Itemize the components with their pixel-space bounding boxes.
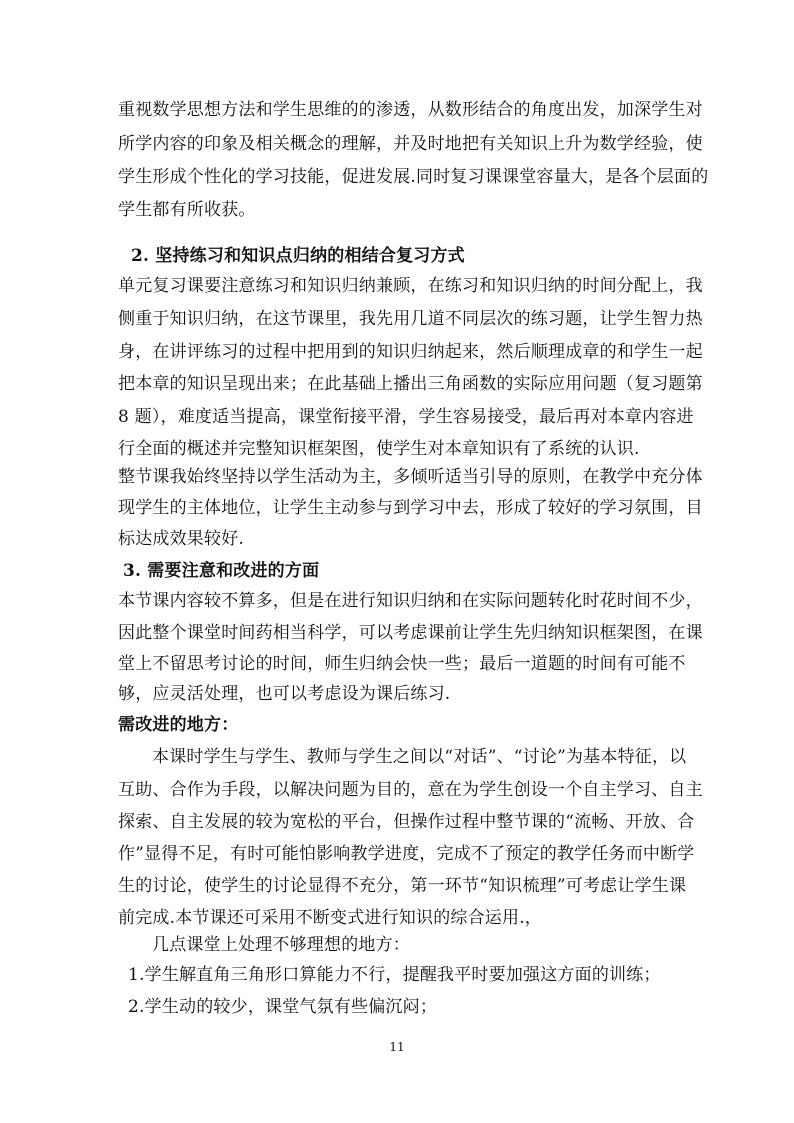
paragraph-5-line-4: 作”显得不足，有时可能怕影响教学进度，完成不了预定的教学任务而中断学 xyxy=(118,844,695,864)
section-heading-3: 3. 需要注意和改进的方面 xyxy=(123,561,320,581)
paragraph-2-line-2: 侧重于知识归纳，在这节课里，我先用几道不同层次的练习题，让学生智力热 xyxy=(118,309,703,329)
paragraph-4-line-3: 堂上不留思考讨论的时间，师生归纳会快一些；最后一道题的时间有可能不 xyxy=(118,654,686,674)
paragraph-5-line-6: 前完成.本节课还可采用不断变式进行知识的综合运用.， xyxy=(118,908,543,928)
paragraph-5-line-5: 生的讨论，使学生的讨论显得不充分，第一环节“知识梳理”可考虑让学生课 xyxy=(118,876,687,896)
paragraph-1-line-3: 学生形成个性化的学习技能，促进发展.同时复习课课堂容量大，是各个层面的 xyxy=(118,167,709,187)
paragraph-4-line-1: 本节课内容较不算多，但是在进行知识归纳和在实际问题转化时花时间不少， xyxy=(118,591,703,611)
paragraph-3-line-1: 整节课我始终坚持以学生活动为主，多倾听适当引导的原则，在教学中充分体 xyxy=(118,467,703,487)
section-heading-2: 2. 坚持练习和知识点归纳的相结合复习方式 xyxy=(131,246,465,266)
paragraph-1-line-4: 学生都有所收获。 xyxy=(118,200,256,220)
paragraph-1-line-1: 重视数学思想方法和学生思维的的渗透，从数形结合的角度出发，加深学生对 xyxy=(118,100,703,120)
list-item-1: 1.学生解直角三角形口算能力不行，提醒我平时要加强这方面的训练； xyxy=(128,965,661,985)
paragraph-2-line-3: 身，在讲评练习的过程中把用到的知识归纳起来，然后顺理成章的和学生一起 xyxy=(118,342,703,362)
paragraph-4-line-2: 因此整个课堂时间药相当科学，可以考虑课前让学生先归纳知识框架图，在课 xyxy=(118,623,703,643)
paragraph-4-line-4: 够，应灵活处理，也可以考虑设为课后练习. xyxy=(118,684,451,704)
paragraph-5-line-3: 探索、自主发展的较为宽松的平台，但操作过程中整节课的“流畅、开放、合 xyxy=(118,812,695,832)
page-number: 11 xyxy=(389,1040,405,1054)
paragraph-2-line-1: 单元复习课要注意练习和知识归纳兼顾，在练习和知识归纳的时间分配上，我 xyxy=(118,276,703,296)
paragraph-1-line-2: 所学内容的印象及相关概念的理解，并及时地把有关知识上升为数学经验，使 xyxy=(118,134,703,154)
paragraph-2-line-5: 8 题），难度适当提高，课堂衔接平滑，学生容易接受，最后再对本章内容进 xyxy=(118,407,694,427)
paragraph-2-line-4: 把本章的知识呈现出来；在此基础上播出三角函数的实际应用问题（复习题第 xyxy=(118,374,703,394)
paragraph-3-line-3: 标达成效果较好. xyxy=(118,529,245,549)
paragraph-5-line-2: 互助、合作为手段，以解决问题为目的，意在为学生创设一个自主学习、自主 xyxy=(118,780,703,800)
paragraph-6: 几点课堂上处理不够理想的地方： xyxy=(152,935,410,955)
improvement-subheading: 需改进的地方： xyxy=(118,715,239,735)
paragraph-5-line-1: 本课时学生与学生、教师与学生之间以“对话”、“讨论”为基本特征，以 xyxy=(152,747,687,767)
paragraph-2-line-6: 行全面的概述并完整知识框架图，使学生对本章知识有了系统的认识. xyxy=(118,439,640,459)
list-item-2: 2.学生动的较少，课堂气氛有些偏沉闷； xyxy=(128,997,438,1017)
paragraph-3-line-2: 现学生的主体地位，让学生主动参与到学习中去，形成了较好的学习氛围，目 xyxy=(118,498,703,518)
